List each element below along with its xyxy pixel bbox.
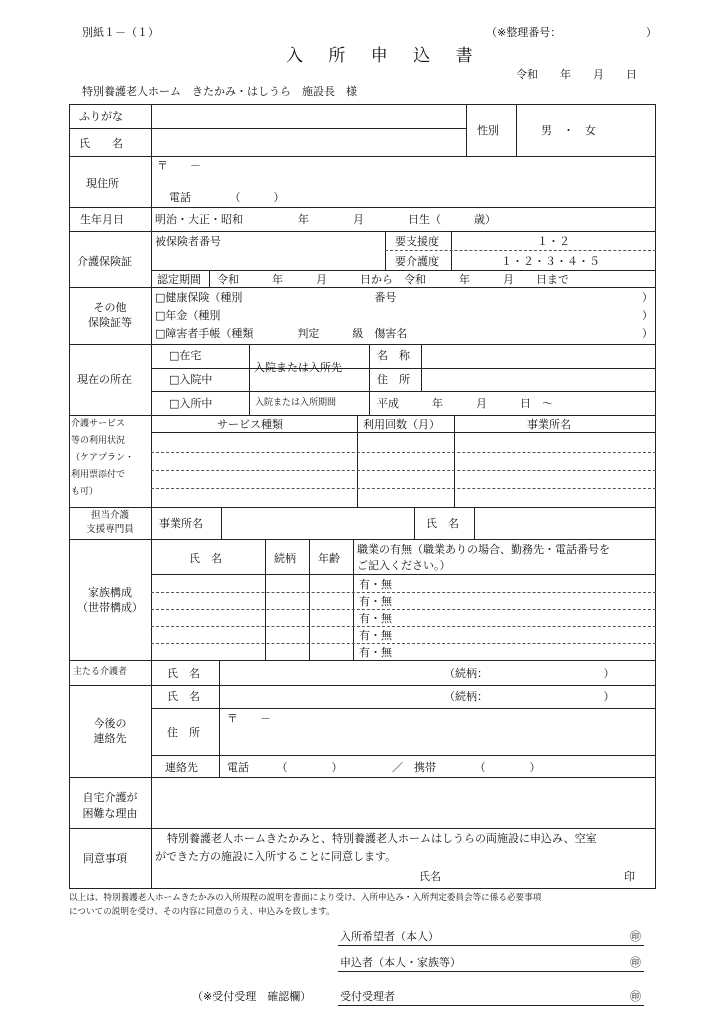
paren-close: ） — [642, 291, 653, 304]
difficulty-field[interactable] — [155, 782, 651, 824]
service-label-line: 利用票添付で — [71, 470, 126, 480]
family-age-header: 年齢 — [318, 552, 340, 565]
family-job-yesno[interactable]: 有・無 — [359, 646, 392, 659]
consent-text: 特別養護老人ホームきたかみと、特別養護老人ホームはしうらの両施設に申込み、空室 — [167, 832, 597, 845]
footer-note-2: についての説明を受け、その内容に同意のうえ、申込みを致します。 — [69, 907, 335, 917]
main-carer-label: 主たる介護者 — [73, 667, 128, 677]
care-insurance-label: 介護保険証 — [77, 255, 132, 268]
care-level-label: 要介護度 — [395, 255, 439, 268]
family-job-yesno[interactable]: 有・無 — [359, 629, 392, 642]
birth-label: 生年月日 — [80, 213, 124, 226]
sex-label: 性別 — [477, 124, 499, 137]
service-label-line: も可） — [71, 487, 99, 497]
service-label-line: 等の利用状況 — [71, 436, 126, 446]
reference-number-close: ） — [646, 26, 657, 39]
other-insurance-label: その他 保険証等 — [88, 301, 132, 329]
support-level-options[interactable]: １・２ — [537, 235, 570, 248]
support-level-label: 要支援度 — [395, 235, 439, 248]
phone-field[interactable]: 電話 （ ） — [169, 191, 285, 204]
stay-period-label: 入院または入所期間 — [255, 398, 337, 408]
contact-tel-field[interactable]: 電話 （ ） ／ 携帯 （ ） — [227, 761, 541, 774]
submitter-seal: ㊞ — [630, 956, 641, 969]
manager-name-label: 氏 名 — [426, 517, 459, 530]
paren-close: ） — [642, 327, 653, 340]
care-manager-label: 担当介護 支援専門員 — [86, 510, 134, 535]
current-location-label: 現在の所在 — [77, 373, 132, 386]
reference-number-label: （※整理番号： — [486, 26, 562, 39]
family-job-yesno[interactable]: 有・無 — [359, 578, 392, 591]
addressee: 特別養護老人ホーム きたかみ・はしうら 施設長 様 — [82, 85, 357, 98]
health-insurance-checkbox[interactable]: □健康保険（種別 番号 — [155, 291, 397, 304]
main-carer-relation[interactable]: （続柄： ） — [444, 667, 615, 680]
family-job-header: 職業の有無（職業ありの場合、勤務先・電話番号を — [357, 543, 610, 556]
postal-code-field[interactable]: 〒 － — [157, 159, 201, 172]
contact-address-label: 住 所 — [167, 726, 200, 739]
facility-checkbox[interactable]: □入所中 — [169, 397, 213, 410]
certification-period-field[interactable]: 令和 年 月 日から 令和 年 月 日まで — [217, 273, 569, 286]
main-carer-name-label: 氏 名 — [167, 667, 200, 680]
furigana-label: ふりがな — [79, 110, 123, 123]
furigana-field[interactable] — [155, 108, 465, 126]
pension-checkbox[interactable]: □年金（種別 — [155, 309, 221, 322]
at-home-checkbox[interactable]: □在宅 — [169, 349, 202, 362]
address-label: 現住所 — [86, 177, 119, 190]
office-name-header: 事業所名 — [527, 418, 571, 431]
submitter-label: 申込者（本人・家族等） — [340, 956, 461, 969]
hospital-checkbox[interactable]: □入院中 — [169, 373, 213, 386]
manager-office-label: 事業所名 — [159, 517, 203, 530]
name-label: 氏 名 — [79, 137, 123, 150]
service-label-line: （ケアプラン・ — [71, 453, 135, 463]
insured-number-label: 被保険者番号 — [155, 235, 221, 248]
document-title: 入 所 申 込 書 — [286, 46, 483, 66]
receipt-note: （※受付受理 確認欄） — [192, 990, 312, 1003]
family-name-header: 氏 名 — [189, 552, 222, 565]
service-type-header: サービス種類 — [217, 418, 283, 431]
care-level-options[interactable]: １・２・３・４・５ — [501, 255, 600, 268]
attachment-number: 別紙１－（１） — [82, 26, 159, 39]
family-label: 家族構成 （世帯構成） — [77, 586, 143, 614]
contact-label: 今後の 連絡先 — [93, 717, 127, 745]
sex-options[interactable]: 男 ・ 女 — [541, 124, 596, 137]
birth-field[interactable]: 明治・大正・昭和 年 月 日生（ 歳） — [155, 213, 496, 226]
disability-checkbox[interactable]: □障害者手帳（種類 判定 級 傷害名 — [155, 327, 408, 340]
application-date: 令和 年 月 日 — [516, 68, 637, 81]
application-form — [69, 104, 656, 889]
destination-label: 入院または入所先 — [254, 361, 342, 374]
applicant-seal: ㊞ — [630, 930, 641, 943]
applicant-label: 入所希望者（本人） — [340, 930, 439, 943]
usage-count-header: 利用回数（月） — [363, 418, 440, 431]
contact-name-label: 氏 名 — [167, 690, 200, 703]
paren-close: ） — [642, 309, 653, 322]
consent-signature-label: 氏名 — [419, 870, 441, 883]
certification-period-label: 認定期間 — [157, 273, 201, 286]
family-job-yesno[interactable]: 有・無 — [359, 612, 392, 625]
stay-period-field[interactable]: 平成 年 月 日 ～ — [377, 397, 553, 410]
footer-note: 以上は、特別養護老人ホームきたかみの入所規程の説明を書面により受け、入所申込み・入所判定委員会等に係る必要事項 — [69, 893, 542, 903]
family-relation-header: 続柄 — [274, 552, 296, 565]
consent-seal: 印 — [624, 870, 635, 883]
destination-address-label: 住 所 — [377, 373, 410, 386]
consent-text-2: ができた方の施設に入所することに同意します。 — [155, 850, 397, 863]
destination-name-label: 名 称 — [377, 349, 410, 362]
family-job-yesno[interactable]: 有・無 — [359, 595, 392, 608]
receiver-label: 受付受理者 — [340, 990, 395, 1003]
contact-tel-label: 連絡先 — [165, 761, 198, 774]
name-field[interactable] — [155, 132, 465, 154]
family-job-header-2: ご記入ください。） — [357, 559, 451, 572]
contact-postal-field[interactable]: 〒 － — [227, 712, 271, 725]
service-label-line: 介護サービス — [71, 419, 126, 429]
difficulty-label: 自宅介護が 困難な理由 — [82, 791, 138, 820]
receiver-seal: ㊞ — [630, 990, 641, 1003]
contact-relation[interactable]: （続柄： ） — [444, 690, 615, 703]
consent-label: 同意事項 — [83, 852, 127, 865]
